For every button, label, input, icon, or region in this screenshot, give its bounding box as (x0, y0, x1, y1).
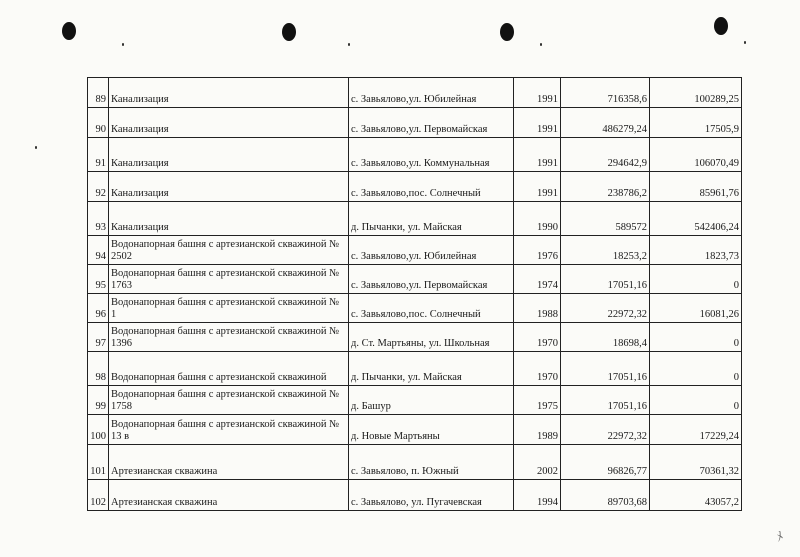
scan-speck (540, 43, 542, 46)
row-year: 1970 (514, 352, 561, 386)
row-number: 94 (88, 236, 109, 265)
row-object-name: Канализация (109, 138, 349, 172)
row-residual-value: 100289,25 (650, 78, 742, 108)
row-number: 97 (88, 323, 109, 352)
row-number: 91 (88, 138, 109, 172)
row-number: 89 (88, 78, 109, 108)
row-number: 99 (88, 386, 109, 415)
row-object-name: Канализация (109, 202, 349, 236)
row-address: с. Завьялово, ул. Пугачевская (349, 480, 514, 511)
row-residual-value: 16081,26 (650, 294, 742, 323)
row-address: с. Завьялово,ул. Первомайская (349, 265, 514, 294)
row-number: 92 (88, 172, 109, 202)
row-object-name: Водонапорная башня с артезианской скважиной № 1763 (109, 265, 349, 294)
row-object-name: Водонапорная башня с артезианской скважиной (109, 352, 349, 386)
row-year: 1990 (514, 202, 561, 236)
row-address: с. Завьялово,ул. Юбилейная (349, 236, 514, 265)
row-number: 90 (88, 108, 109, 138)
row-address: д. Башур (349, 386, 514, 415)
row-address: с. Завьялово, п. Южный (349, 445, 514, 480)
row-cost: 18698,4 (561, 323, 650, 352)
row-object-name: Водонапорная башня с артезианской скважиной № 1 (109, 294, 349, 323)
row-year: 1988 (514, 294, 561, 323)
table-body (88, 78, 742, 511)
row-cost: 17051,16 (561, 265, 650, 294)
row-cost: 716358,6 (561, 78, 650, 108)
row-cost: 17051,16 (561, 386, 650, 415)
row-object-name: Артезианская скважина (109, 480, 349, 511)
row-year: 1976 (514, 236, 561, 265)
row-residual-value: 0 (650, 265, 742, 294)
row-residual-value: 542406,24 (650, 202, 742, 236)
row-object-name: Артезианская скважина (109, 445, 349, 480)
row-year: 1989 (514, 415, 561, 445)
row-residual-value: 17505,9 (650, 108, 742, 138)
row-address: с. Завьялово,ул. Коммунальная (349, 138, 514, 172)
row-object-name: Канализация (109, 78, 349, 108)
row-year: 1970 (514, 323, 561, 352)
row-number: 101 (88, 445, 109, 480)
row-cost: 89703,68 (561, 480, 650, 511)
row-number: 96 (88, 294, 109, 323)
row-number: 93 (88, 202, 109, 236)
punch-hole-1 (62, 22, 76, 40)
table-row (88, 445, 742, 480)
scan-speck (35, 146, 37, 149)
row-year: 1991 (514, 78, 561, 108)
row-address: д. Пычанки, ул. Майская (349, 352, 514, 386)
table-row (88, 172, 742, 202)
row-residual-value: 0 (650, 386, 742, 415)
table-row (88, 78, 742, 108)
row-residual-value: 17229,24 (650, 415, 742, 445)
handwritten-mark: ﾒ (773, 528, 785, 545)
table-row (88, 265, 742, 294)
row-cost: 294642,9 (561, 138, 650, 172)
row-cost: 17051,16 (561, 352, 650, 386)
scan-speck (122, 43, 124, 46)
row-object-name: Канализация (109, 172, 349, 202)
table-row (88, 323, 742, 352)
asset-registry-table (87, 77, 742, 511)
scan-speck (744, 41, 746, 44)
row-year: 1991 (514, 138, 561, 172)
row-object-name: Водонапорная башня с артезианской скважиной № 1396 (109, 323, 349, 352)
row-object-name: Водонапорная башня с артезианской скважиной № 2502 (109, 236, 349, 265)
table-row (88, 386, 742, 415)
table-row (88, 415, 742, 445)
row-cost: 238786,2 (561, 172, 650, 202)
row-number: 95 (88, 265, 109, 294)
row-residual-value: 0 (650, 323, 742, 352)
row-year: 1974 (514, 265, 561, 294)
row-object-name: Водонапорная башня с артезианской скважиной № 13 в (109, 415, 349, 445)
scan-speck (348, 43, 350, 46)
row-residual-value: 85961,76 (650, 172, 742, 202)
row-residual-value: 1823,73 (650, 236, 742, 265)
punch-hole-4 (714, 17, 728, 35)
row-cost: 486279,24 (561, 108, 650, 138)
row-number: 100 (88, 415, 109, 445)
row-cost: 22972,32 (561, 415, 650, 445)
row-year: 1991 (514, 172, 561, 202)
row-address: с. Завьялово,пос. Солнечный (349, 172, 514, 202)
table-row (88, 202, 742, 236)
row-number: 98 (88, 352, 109, 386)
punch-hole-3 (500, 23, 514, 41)
table-row (88, 352, 742, 386)
table-row (88, 138, 742, 172)
row-residual-value: 70361,32 (650, 445, 742, 480)
row-year: 2002 (514, 445, 561, 480)
row-cost: 96826,77 (561, 445, 650, 480)
table-row (88, 294, 742, 323)
table-row (88, 236, 742, 265)
row-cost: 589572 (561, 202, 650, 236)
row-address: д. Новые Мартьяны (349, 415, 514, 445)
table-row (88, 480, 742, 511)
row-address: с. Завьялово,пос. Солнечный (349, 294, 514, 323)
row-address: с. Завьялово,ул. Первомайская (349, 108, 514, 138)
table-row (88, 108, 742, 138)
row-cost: 22972,32 (561, 294, 650, 323)
row-address: д. Ст. Мартьяны, ул. Школьная (349, 323, 514, 352)
row-residual-value: 43057,2 (650, 480, 742, 511)
row-year: 1991 (514, 108, 561, 138)
row-address: с. Завьялово,ул. Юбилейная (349, 78, 514, 108)
row-residual-value: 0 (650, 352, 742, 386)
row-residual-value: 106070,49 (650, 138, 742, 172)
punch-hole-2 (282, 23, 296, 41)
row-address: д. Пычанки, ул. Майская (349, 202, 514, 236)
row-object-name: Водонапорная башня с артезианской скважиной № 1758 (109, 386, 349, 415)
row-cost: 18253,2 (561, 236, 650, 265)
row-year: 1994 (514, 480, 561, 511)
row-year: 1975 (514, 386, 561, 415)
row-number: 102 (88, 480, 109, 511)
row-object-name: Канализация (109, 108, 349, 138)
